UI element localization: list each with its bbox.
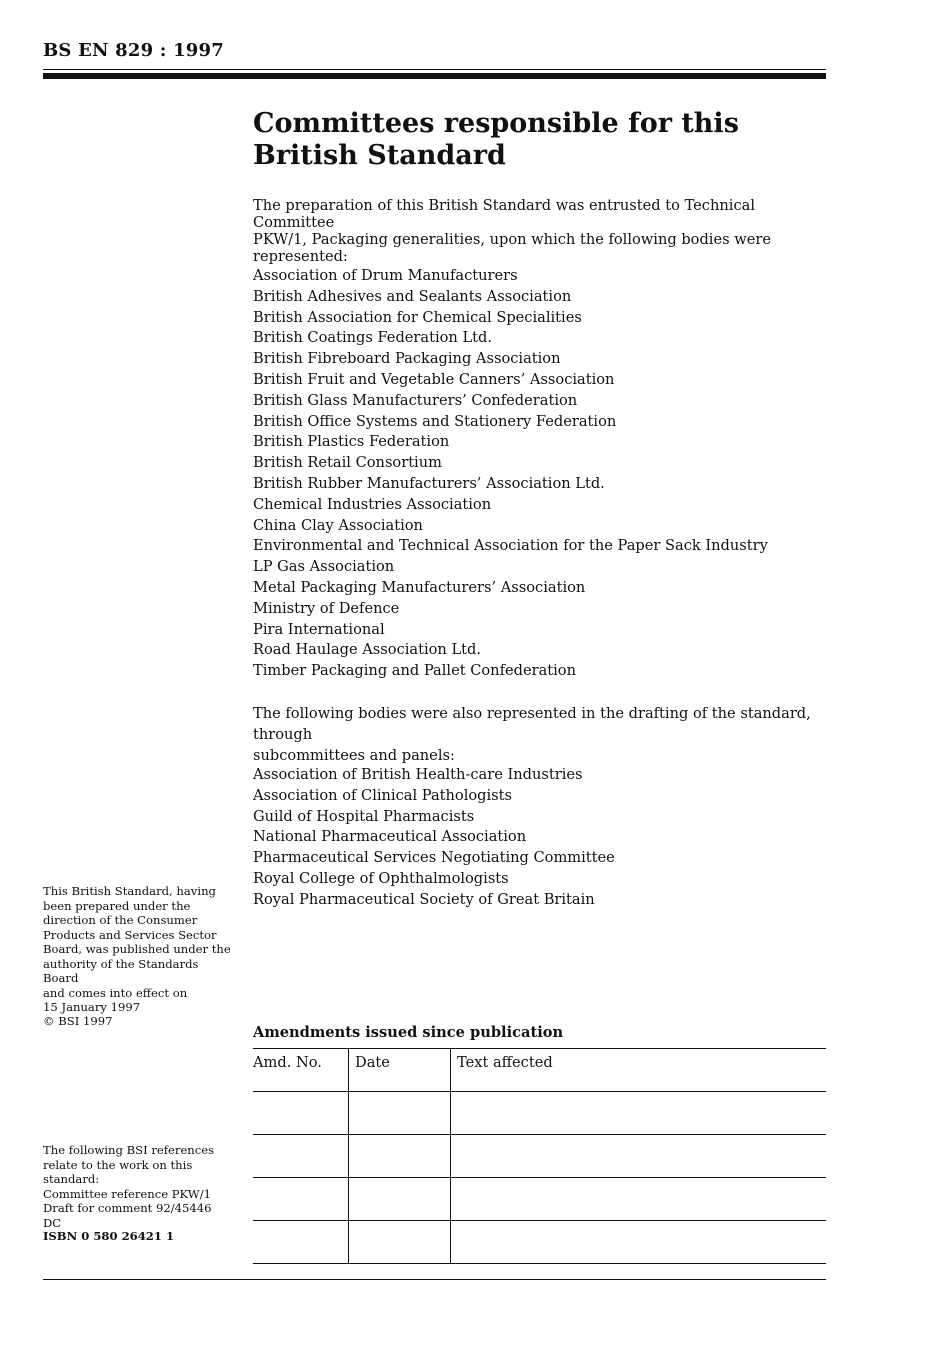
list-item: Environmental and Technical Association for the Paper Sack Industry: [253, 537, 768, 555]
represented-bodies-list: [253, 266, 833, 682]
list-item: British Association for Chemical Specialities: [253, 308, 582, 326]
list-item: Association of Clinical Pathologists: [253, 786, 512, 804]
list-item: Pharmaceutical Services Negotiating Committee: [253, 849, 615, 867]
bsi-references-note: [43, 1143, 233, 1230]
publication-note: [43, 884, 233, 1015]
publication-note-line: Board, was published under the: [43, 942, 231, 956]
reference-note-line: The following BSI references: [43, 1143, 215, 1157]
table-row: [253, 1178, 826, 1221]
column-text-affected: Text affected: [451, 1049, 827, 1092]
reference-note-line: Committee reference PKW/1: [43, 1186, 211, 1201]
footer-rule: [43, 1279, 826, 1280]
list-item: British Fruit and Vegetable Canners’ Association: [253, 370, 615, 388]
also-line-1: The following bodies were also represented in the drafting of the standard, through: [253, 705, 811, 743]
publication-note-line: Products and Services Sector: [43, 927, 217, 942]
publication-note-line: authority of the Standards Board: [43, 956, 199, 985]
publication-note-line: This British Standard, having: [43, 884, 216, 898]
publication-note-line: and comes into effect on: [43, 985, 188, 1000]
page-title-line-1: Committees responsible for this: [253, 108, 739, 139]
subcommittee-bodies-list: [253, 765, 833, 911]
list-item: Guild of Hospital Pharmacists: [253, 807, 475, 825]
table-cell: [349, 1221, 451, 1264]
list-item: British Glass Manufacturers’ Confederation: [253, 391, 578, 409]
table-row: [253, 1135, 826, 1178]
table-cell: [253, 1221, 349, 1264]
table-cell: [253, 1135, 349, 1178]
publication-note-line: 15 January 1997: [43, 1000, 141, 1014]
isbn: ISBN 0 580 26421 1: [43, 1229, 175, 1243]
amendments-title: Amendments issued since publication: [253, 1024, 564, 1041]
table-row: [253, 1092, 826, 1135]
list-item: British Office Systems and Stationery Federation: [253, 412, 617, 430]
list-item: British Rubber Manufacturers’ Association Ltd.: [253, 474, 605, 492]
list-item: British Coatings Federation Ltd.: [253, 329, 492, 347]
table-cell: [349, 1135, 451, 1178]
list-item: Chemical Industries Association: [253, 495, 492, 513]
intro-paragraph: [253, 197, 833, 265]
list-item: China Clay Association: [253, 516, 423, 534]
header-rule-thin: [43, 69, 826, 70]
table-cell: [451, 1178, 827, 1221]
table-cell: [253, 1178, 349, 1221]
publication-note-line: been prepared under the: [43, 898, 191, 913]
list-item: British Plastics Federation: [253, 433, 450, 451]
amendments-table: [253, 1048, 826, 1264]
list-item: Royal College of Ophthalmologists: [253, 869, 509, 887]
list-item: Ministry of Defence: [253, 599, 400, 617]
reference-note-line: relate to the work on this: [43, 1157, 193, 1172]
table-cell: [451, 1092, 827, 1135]
list-item: LP Gas Association: [253, 558, 395, 576]
table-cell: [349, 1092, 451, 1135]
also-paragraph: [253, 703, 833, 766]
list-item: British Retail Consortium: [253, 454, 442, 472]
publication-note-line: direction of the Consumer: [43, 913, 198, 927]
list-item: British Fibreboard Packaging Association: [253, 350, 561, 368]
table-cell: [451, 1221, 827, 1264]
intro-line-1: The preparation of this British Standard was entrusted to Technical Committee: [253, 197, 755, 231]
intro-line-2: PKW/1, Packaging generalities, upon which the following bodies were represented:: [253, 231, 771, 265]
page-title: [253, 108, 813, 172]
list-item: Association of British Health-care Industries: [253, 766, 583, 783]
table-row: [253, 1221, 826, 1264]
document-code: BS EN 829 : 1997: [43, 40, 224, 61]
table-cell: [253, 1092, 349, 1135]
list-item: Metal Packaging Manufacturers’ Association: [253, 578, 586, 596]
column-amd-no: Amd. No.: [253, 1049, 349, 1092]
also-line-2: subcommittees and panels:: [253, 747, 455, 764]
list-item: Association of Drum Manufacturers: [253, 267, 518, 284]
list-item: British Adhesives and Sealants Association: [253, 287, 572, 305]
reference-note-line: Draft for comment 92/45446 DC: [43, 1201, 212, 1230]
list-item: Royal Pharmaceutical Society of Great Britain: [253, 890, 595, 908]
list-item: Pira International: [253, 620, 385, 638]
list-item: Timber Packaging and Pallet Confederation: [253, 662, 576, 680]
header-rule-thick: [43, 73, 826, 79]
column-date: Date: [349, 1049, 451, 1092]
copyright-notice: © BSI 1997: [43, 1014, 113, 1028]
amendments-header-row: [253, 1049, 826, 1092]
page-title-line-2: British Standard: [253, 140, 506, 171]
list-item: Road Haulage Association Ltd.: [253, 641, 482, 659]
table-cell: [349, 1178, 451, 1221]
reference-note-line: standard:: [43, 1172, 100, 1186]
table-cell: [451, 1135, 827, 1178]
list-item: National Pharmaceutical Association: [253, 828, 527, 846]
